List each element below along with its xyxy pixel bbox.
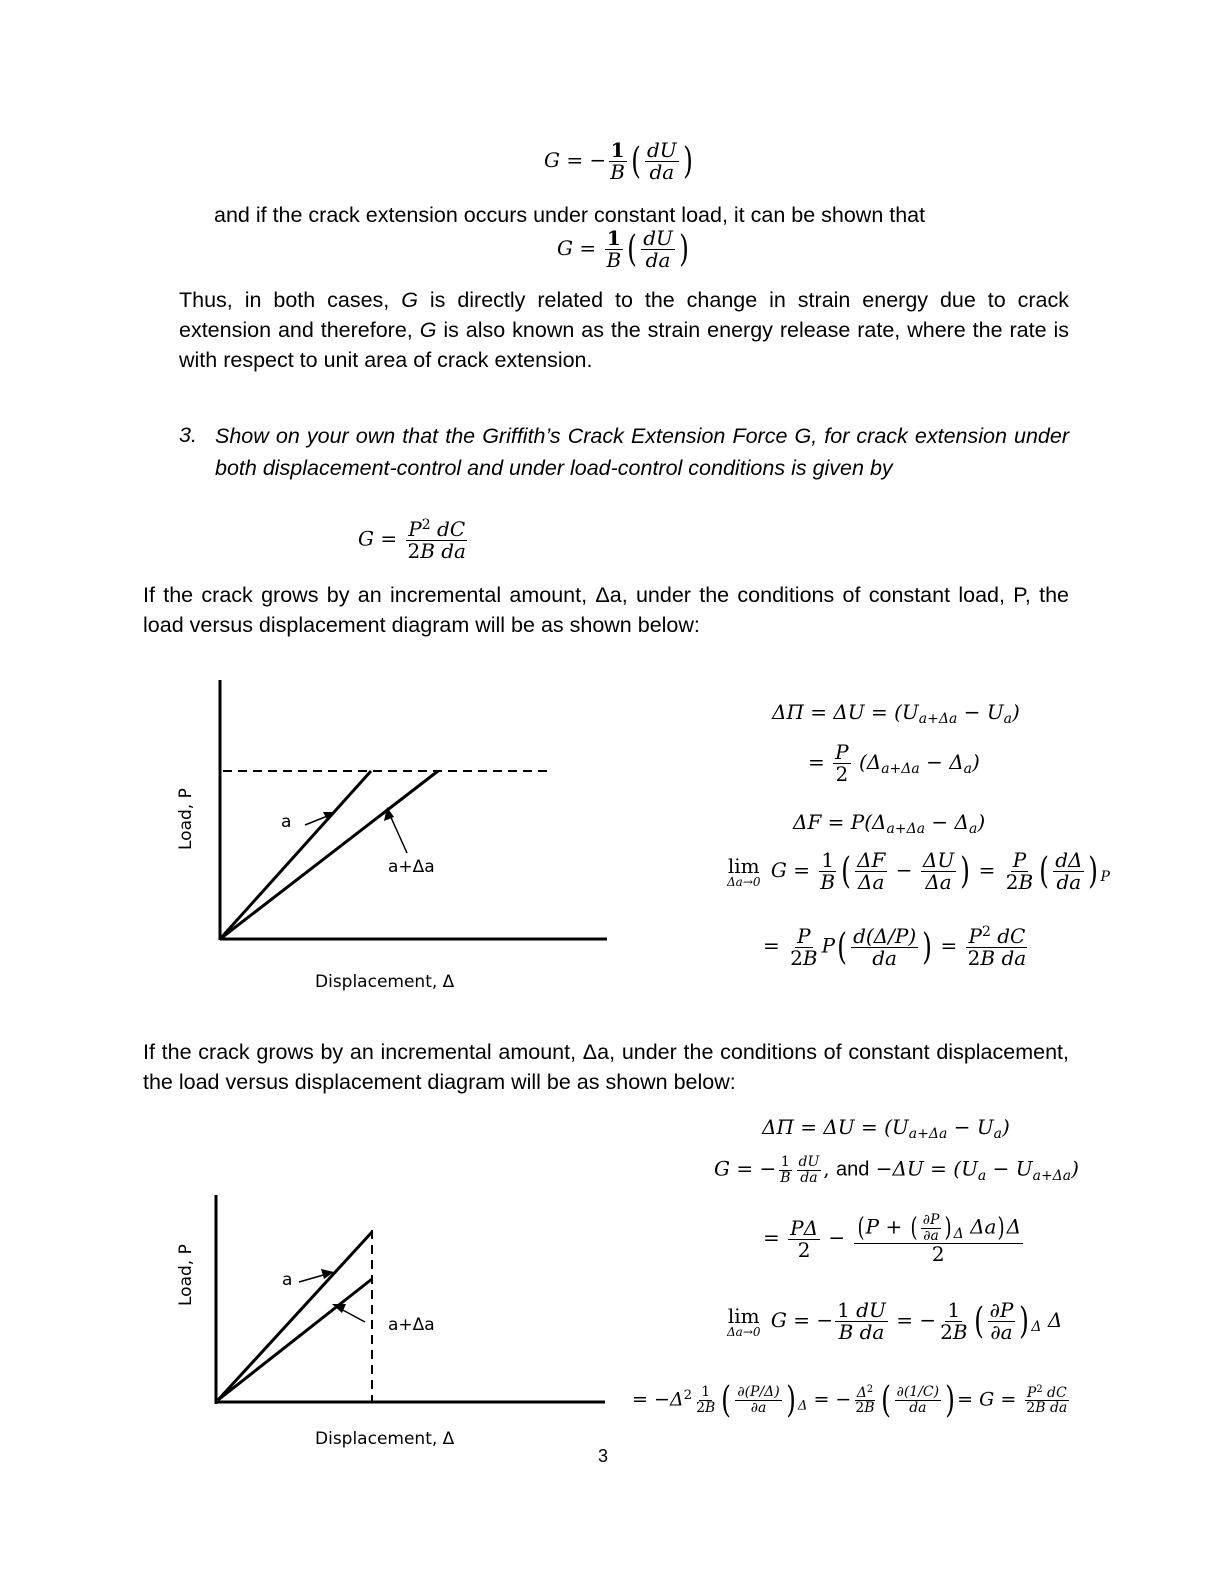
- loading-line-a-da: [218, 1279, 372, 1400]
- equation-g-displacement: G = − $\frac{1}{B}$ ( $\frac{dU}{da}$ ): [544, 138, 693, 184]
- load-eq-1: $\Delta\Pi = \Delta U = (U_{a+\Delta a} - U_a)$: [772, 700, 1020, 728]
- load-eq-4: lim Δa→0 G = $\frac{1}{B}$ ( $\frac{\Delta F}{\Delta a}$ − $\frac{\Delta U}{\Delta a}$ ) = $\frac{P}{2B}$ ( $\frac{d\Delta}{da}$ ) $_P$: [727, 848, 1110, 894]
- disp-eq-5: = $-\Delta^2$ $\frac{1}{2B}$ ( $\frac{\partial(P/\Delta)}{\partial a}$ ) $_\Delta$ = − $\frac{\Delta^2}{2B}$ ( $\frac{\partial(1/C)}{da}$ ) = G = $\frac{P^2 dC}{\text{2B da}}$: [632, 1380, 1068, 1421]
- figure-constant-displacement: [175, 1192, 615, 1408]
- paragraph-constant-displacement-diagram: If the crack grows by an incremental amount, Δa, under the conditions of constant displacement, the load versus displacement diagram will be as shown below:: [143, 1040, 1069, 1094]
- arrow-a-da: [389, 813, 407, 853]
- figure2-x-label: Displacement, Δ: [315, 1429, 455, 1449]
- disp-eq-2: G = − $\frac{1}{B}$ $\frac{dU}{da}$ , and $-\Delta U = (U_a - U_{a+\Delta a})$: [714, 1154, 1079, 1186]
- paragraph-constant-load-diagram: If the crack grows by an incremental amount, Δa, under the conditions of constant load, P, the load versus displacement diagram will be as shown below:: [143, 583, 1069, 637]
- equation-g-load: G = $\frac{1}{B}$ ( $\frac{dU}{da}$ ): [557, 226, 689, 272]
- figure-constant-load: [175, 675, 615, 945]
- disp-eq-3: = $\frac{P\Delta}{2}$ − (P + ( $\frac{\partial P}{\partial a}$ ) $_\Delta$ Δa)Δ 2: [763, 1212, 1022, 1267]
- figure2-y-label: Load, P: [176, 1244, 196, 1306]
- disp-eq-4: lim Δa→0 G = − $\frac{1 dU}{\text{B da}}$ = − $\frac{1}{2B}$ ( $\frac{\partial P}{\partial a}$ ) $_\Delta$ Δ: [727, 1298, 1063, 1344]
- disp-eq-1: $\Delta\Pi = \Delta U = (U_{a+\Delta a} - U_a)$: [762, 1115, 1010, 1143]
- figure1-label-a-da: a+Δa: [388, 857, 435, 877]
- list-item-number: 3.: [179, 423, 197, 447]
- arrow-a: [299, 1274, 327, 1282]
- load-eq-2: = $\frac{P}{2}$ $(\Delta_{a+\Delta a} - \Delta_a)$: [808, 740, 980, 786]
- loading-line-a: [218, 1232, 372, 1400]
- figure1-x-label: Displacement, Δ: [315, 972, 455, 992]
- equation-g-compliance: G = $\frac{P^2 dC}{\text{2B da}}$: [358, 517, 466, 563]
- figure1-label-a: a: [281, 812, 292, 832]
- paragraph-strain-energy-release: Thus, in both cases, G is directly related to the change in strain energy due to crack extension and therefore, G is also known as the strain energy release rate, where the rate is with respect to unit area of crack extension.: [179, 288, 1069, 372]
- page-number: 3: [598, 1446, 609, 1466]
- paragraph-constant-load-intro: and if the crack extension occurs under constant load, it can be shown that: [214, 203, 926, 227]
- load-eq-5: = $\frac{P}{2B}$ P( $\frac{d(\Delta/P)}{da}$ ) = $\frac{P^2 dC}{\text{2B da}}$: [763, 923, 1027, 970]
- list-item-text: Show on your own that the Griffith’s Crack Extension Force G, for crack extension under both displacement-control and under load-control conditions is given by: [215, 424, 1069, 480]
- loading-line-a: [220, 771, 371, 939]
- loading-line-a-da: [220, 771, 438, 939]
- figure2-label-a: a: [282, 1270, 293, 1290]
- figure2-label-a-da: a+Δa: [388, 1315, 435, 1335]
- figure1-y-label: Load, P: [176, 788, 196, 850]
- load-eq-3: $\Delta F = P(\Delta_{a+\Delta a} - \Delta_a)$: [793, 810, 986, 838]
